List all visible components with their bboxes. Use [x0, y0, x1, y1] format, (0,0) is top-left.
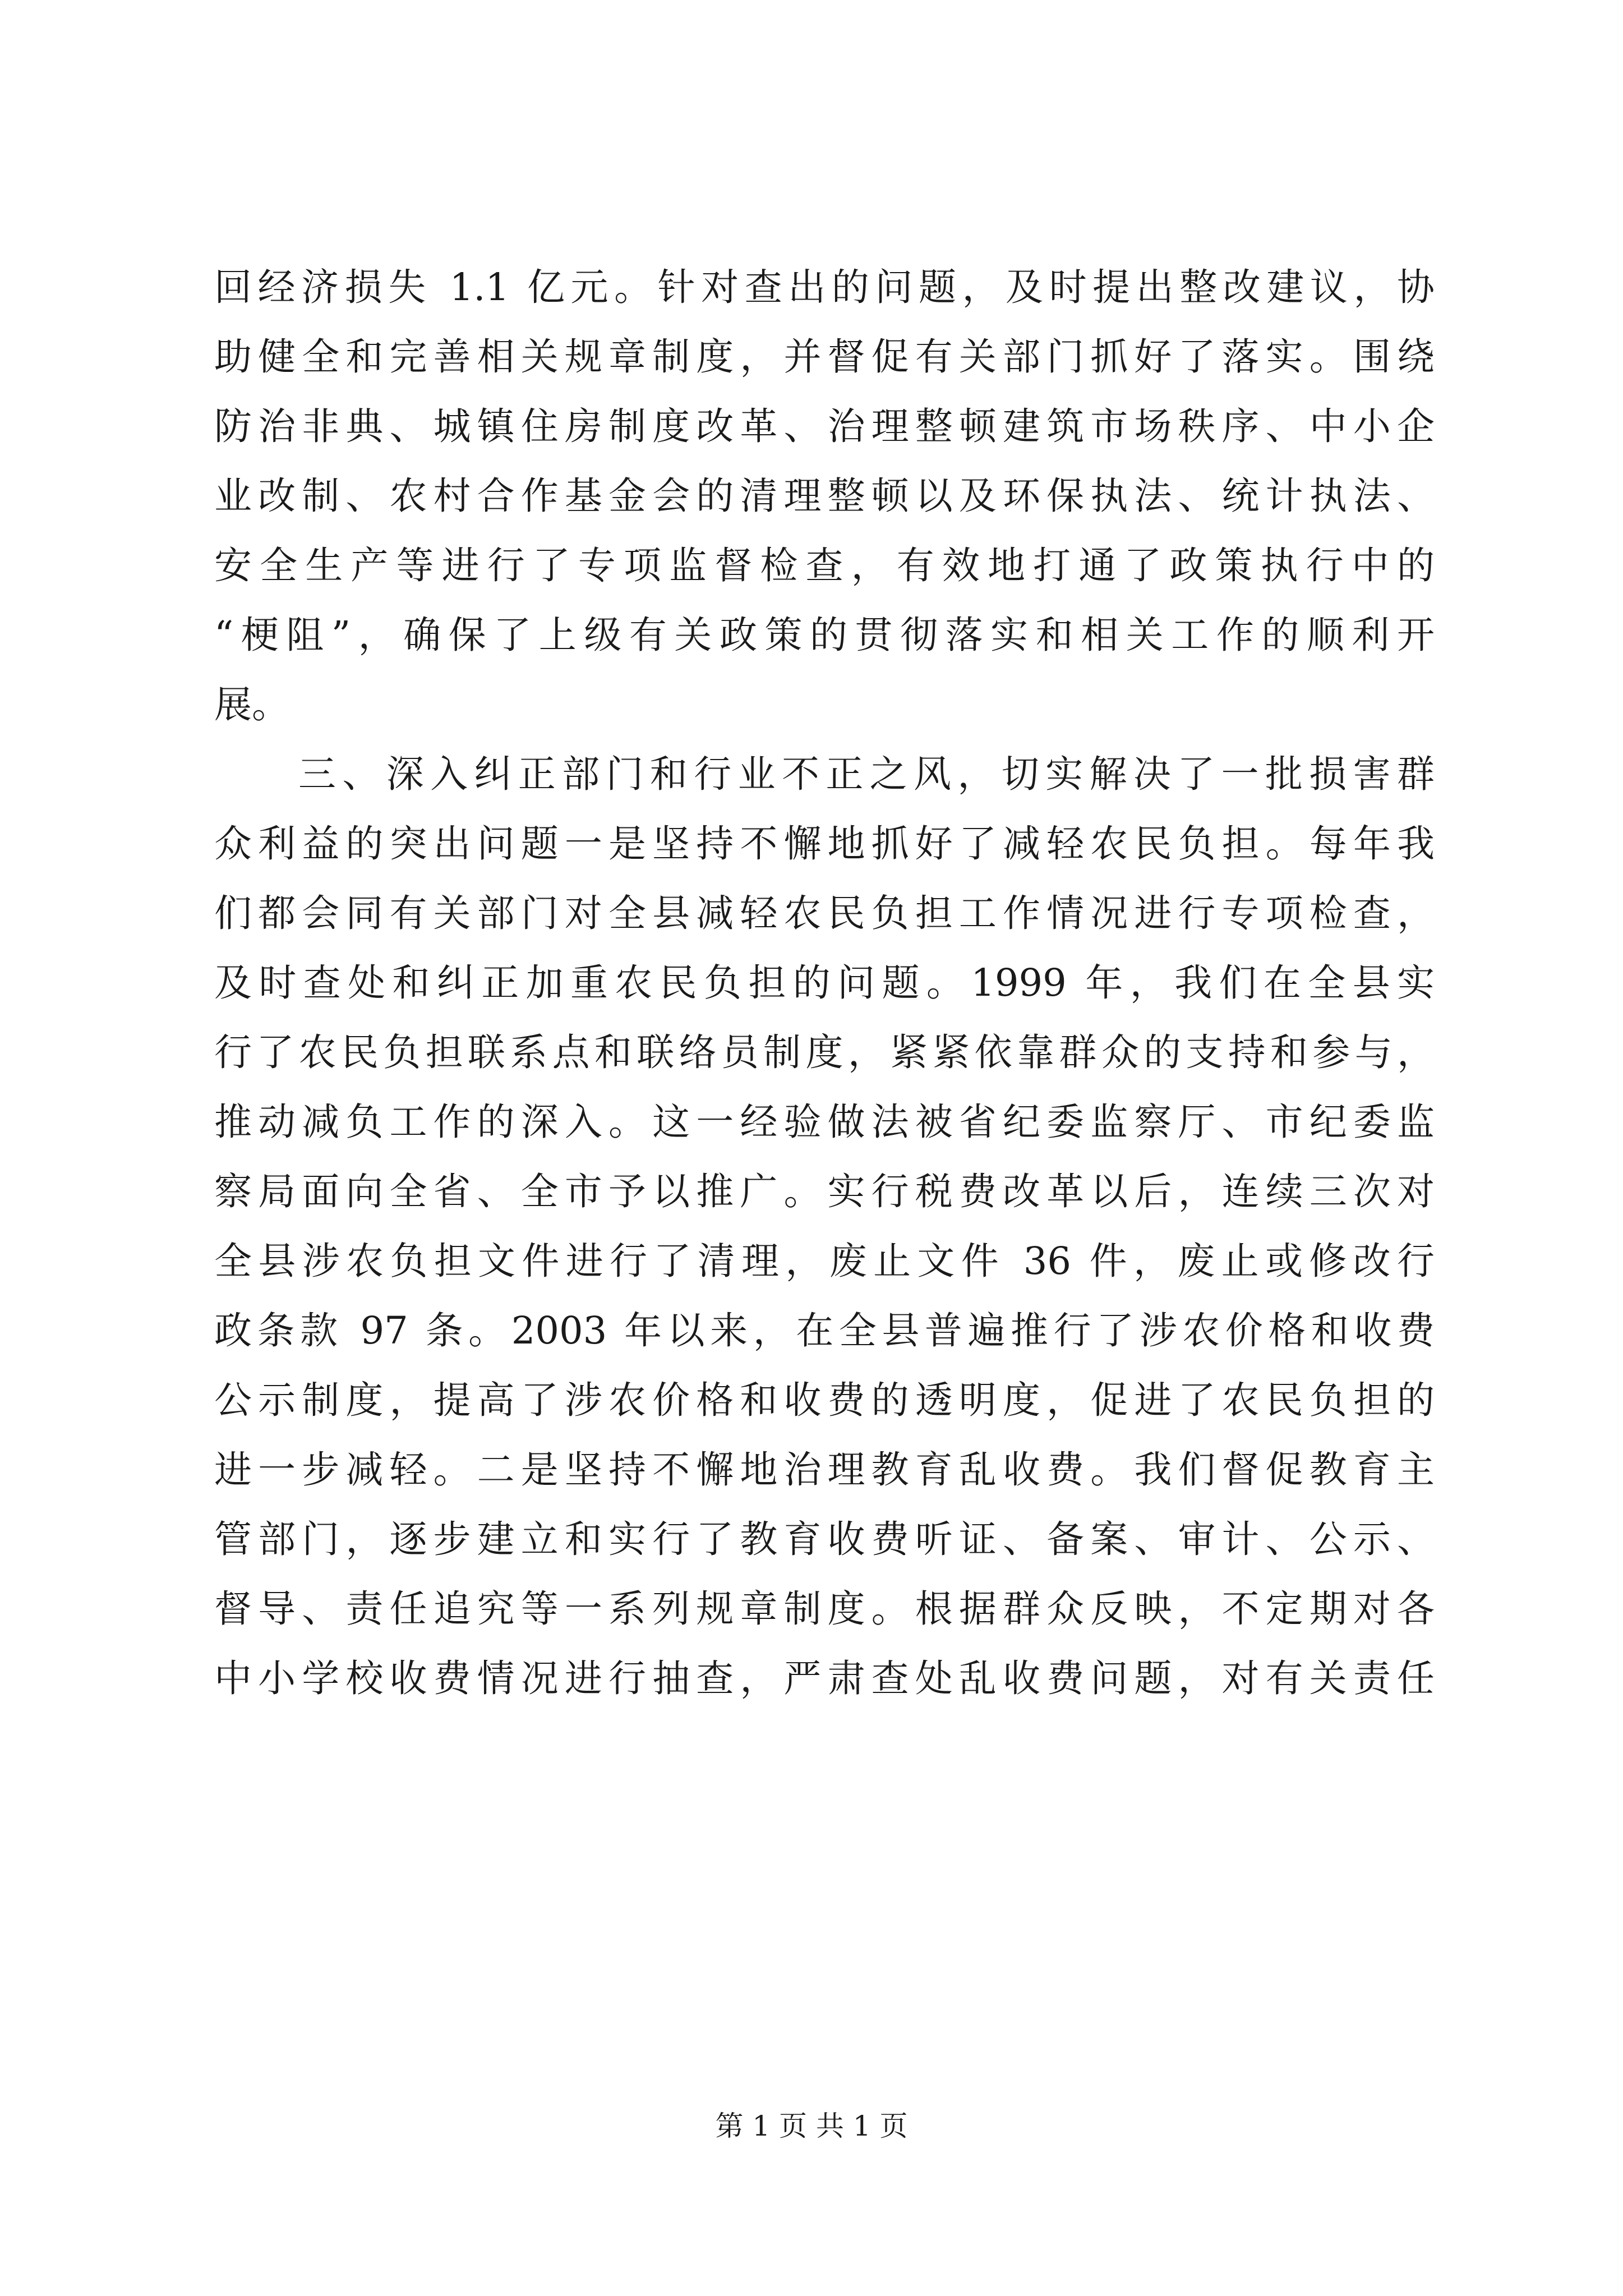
text-line: 展。: [214, 683, 289, 726]
page-number-label: 第 1 页 共 1 页: [715, 2110, 908, 2142]
text-line: 众利益的突出问题一是坚持不懈地抓好了减轻农民负担。每年我: [214, 822, 1435, 866]
text-line: 及时查处和纠正加重农民负担的问题。1999 年，我们在全县实: [214, 961, 1435, 1005]
text-line: 三、深入纠正部门和行业不正之风，切实解决了一批损害群: [298, 752, 1435, 796]
text-line: 进一步减轻。二是坚持不懈地治理教育乱收费。我们督促教育主: [214, 1448, 1435, 1492]
text-line: 政条款 97 条。2003 年以来，在全县普遍推行了涉农价格和收费: [214, 1309, 1435, 1352]
text-line: 推动减负工作的深入。这一经验做法被省纪委监察厅、市纪委监: [214, 1100, 1435, 1144]
text-line: 全县涉农负担文件进行了清理，废止文件 36 件，废止或修改行: [214, 1239, 1435, 1283]
text-line: 回经济损失 1.1 亿元。针对查出的问题，及时提出整改建议，协: [214, 265, 1435, 309]
text-line: 安全生产等进行了专项监督检查，有效地打通了政策执行中的: [214, 544, 1435, 587]
text-line: 业改制、农村合作基金会的清理整顿以及环保执法、统计执法、: [214, 474, 1435, 518]
text-line: 公示制度，提高了涉农价格和收费的透明度，促进了农民负担的: [214, 1378, 1435, 1422]
page-footer: [0, 2109, 1623, 2143]
text-line: “梗阻”，确保了上级有关政策的贯彻落实和相关工作的顺利开: [214, 613, 1435, 657]
text-line: 行了农民负担联系点和联络员制度，紧紧依靠群众的支持和参与，: [214, 1030, 1435, 1074]
body-text: [214, 252, 1435, 1713]
text-line: 们都会同有关部门对全县减轻农民负担工作情况进行专项检查，: [214, 891, 1435, 935]
text-line: 防治非典、城镇住房制度改革、治理整顿建筑市场秩序、中小企: [214, 404, 1435, 448]
text-line: 中小学校收费情况进行抽查，严肃查处乱收费问题，对有关责任: [214, 1657, 1435, 1700]
text-line: 督导、责任追究等一系列规章制度。根据群众反映，不定期对各: [214, 1587, 1435, 1631]
text-line: 管部门，逐步建立和实行了教育收费听证、备案、审计、公示、: [214, 1517, 1435, 1561]
text-line: 察局面向全省、全市予以推广。实行税费改革以后，连续三次对: [214, 1170, 1435, 1213]
text-line: 助健全和完善相关规章制度，并督促有关部门抓好了落实。围绕: [214, 335, 1435, 379]
